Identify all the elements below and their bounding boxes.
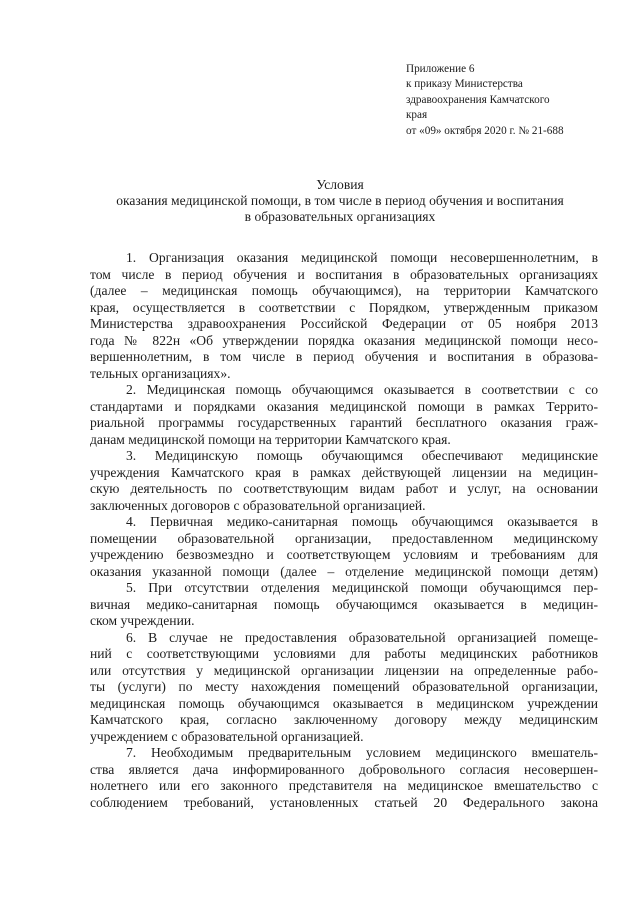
paragraph-line: или отсутствия у медицинской организации лицензии на определенные рабо-	[90, 662, 598, 678]
paragraph-line: вершеннолетним, в том числе в период обучения и воспитания в образова-	[90, 349, 598, 364]
paragraph-line: 1. Организация оказания медицинской помощи несовершеннолетним, в	[126, 250, 598, 265]
paragraph-line: том числе в период обучения и воспитания в образовательных организациях	[90, 266, 598, 282]
paragraph-4	[90, 514, 598, 580]
paragraph-line: края, осуществляется в соответствии с Порядком, утвержденным приказом	[90, 299, 598, 315]
paragraph-line: помещении образовательной организации, предоставленном медицинскому	[90, 530, 598, 546]
paragraph-2	[90, 382, 598, 448]
paragraph-1	[90, 250, 598, 382]
document-subtitle-line: в образовательных организациях	[244, 209, 436, 224]
paragraph-7	[90, 745, 598, 811]
paragraph-line: учреждения Камчатского края в рамках действующей лицензии на медицин-	[90, 464, 598, 480]
paragraph-line: тельных организациях».	[90, 365, 231, 381]
paragraph-3	[90, 448, 598, 514]
paragraph-line: скую деятельность по соответствующим видам работ и услуг, на основании	[90, 481, 598, 496]
paragraph-line: 2. Медицинская помощь обучающимся оказывается в соответствии с со	[126, 382, 598, 397]
paragraph-line: ний с соответствующими условиями для работы медицинских работников	[90, 646, 598, 661]
paragraph-line: медицинская помощь обучающимся оказывается в медицинском учреждении	[90, 695, 598, 711]
document-subtitle-line: оказания медицинской помощи, в том числе в период обучения и воспитания	[116, 193, 564, 208]
document-title: Условия	[316, 177, 364, 192]
appendix-line: от «09» октября 2020 г. № 21-688	[406, 124, 564, 137]
appendix-block	[406, 62, 626, 139]
document-body	[90, 250, 598, 811]
paragraph-line: учреждением с образовательной организацией.	[90, 728, 364, 744]
paragraph-line: 6. В случае не предоставления образовательной организацией помеще-	[126, 629, 598, 645]
paragraph-line: ты (услуги) по месту нахождения помещений образовательной организации,	[90, 679, 598, 694]
paragraph-line: ском учреждении.	[90, 613, 195, 628]
paragraph-line: риальной программы государственных гарантий бесплатного оказания граж-	[90, 415, 598, 430]
paragraph-line: данам медицинской помощи на территории Камчатского края.	[90, 431, 451, 447]
paragraph-line: 3. Медицинскую помощь обучающимся обеспечивают медицинские	[126, 448, 598, 463]
paragraph-line: стандартами и порядками оказания медицинской помощи в рамках Террито-	[90, 398, 598, 414]
paragraph-line: ства является дача информированного добровольного согласия несовершен-	[90, 761, 598, 777]
paragraph-line: Министерства здравоохранения Российской Федерации от 05 ноября 2013	[90, 316, 598, 331]
paragraph-line: 7. Необходимым предварительным условием медицинского вмешатель-	[126, 745, 598, 760]
paragraph-line: года № 822н «Об утверждении порядка оказания медицинской помощи несо-	[90, 332, 598, 348]
paragraph-line: 5. При отсутствии отделения медицинской помощи обучающимся пер-	[126, 580, 598, 595]
appendix-line: здравоохранения Камчатского	[406, 93, 550, 106]
paragraph-line: 4. Первичная медико-санитарная помощь обучающимся оказывается в	[126, 514, 598, 529]
paragraph-line: заключенных договоров с образовательной организацией.	[90, 497, 426, 513]
appendix-line: Приложение 6	[406, 63, 475, 75]
paragraph-line: оказания указанной помощи (далее – отделение медицинской помощи детям)	[90, 563, 598, 579]
paragraph-5	[90, 580, 598, 630]
paragraph-line: Камчатского края, согласно заключенному договору между медицинским	[90, 712, 598, 727]
paragraph-line: учреждению безвозмездно и соответствующем условиям и требованиям для	[90, 547, 598, 562]
appendix-line: к приказу Министерства	[406, 78, 523, 91]
paragraph-6	[90, 630, 598, 746]
paragraph-line: соблюдением требований, установленных статьей 20 Федерального закона	[90, 794, 598, 810]
appendix-line: края	[406, 109, 428, 122]
paragraph-line: вичная медико-санитарная помощь обучающимся оказывается в медицин-	[90, 596, 598, 612]
paragraph-line: (далее – медицинская помощь обучающимся), на территории Камчатского	[90, 283, 598, 298]
paragraph-line: нолетнего или его законного представителя на медицинское вмешательство с	[90, 778, 598, 793]
